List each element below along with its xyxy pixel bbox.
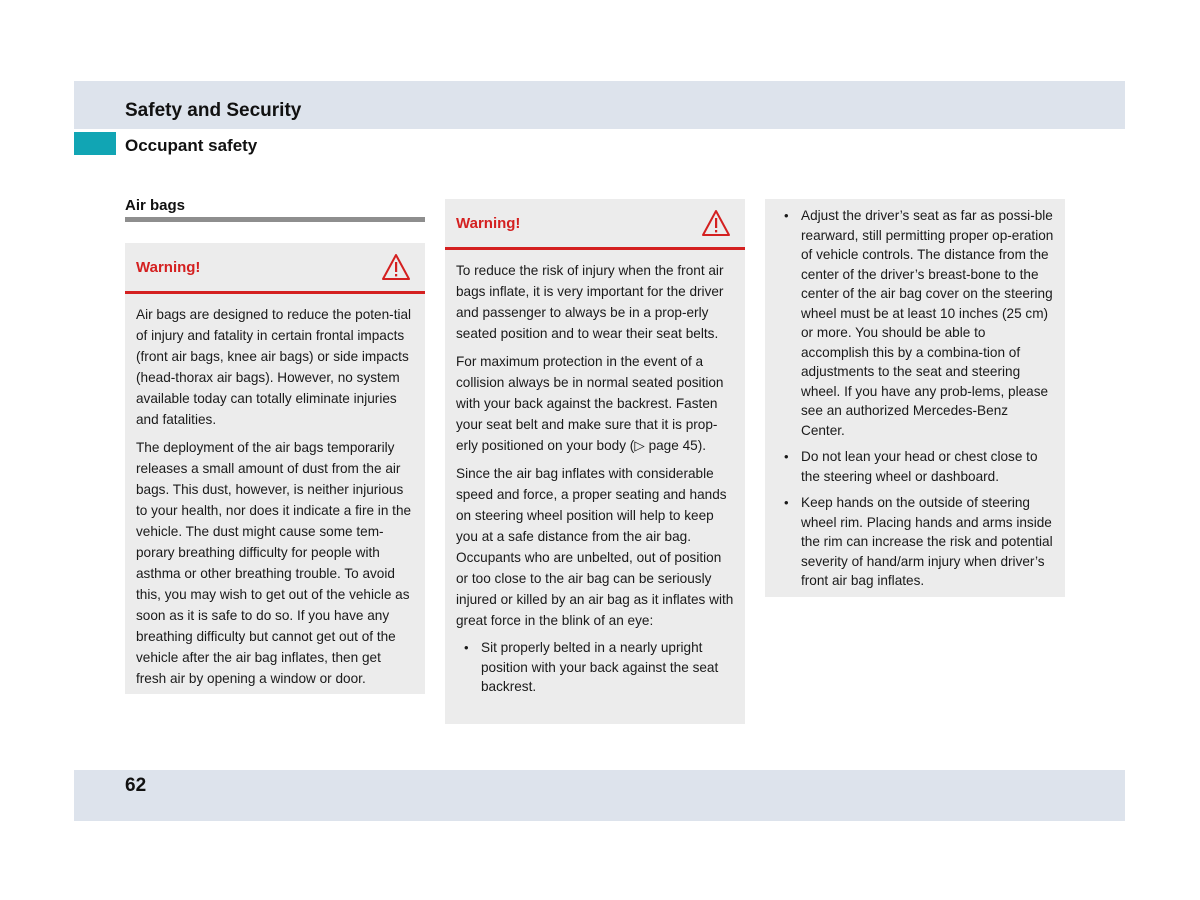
paragraph: For maximum protection in the event of a collision always be in normal seated position with your back against the backrest. Fasten your seat belt and make sure that it is prop-erly positioned on your body (▷ page 45). (456, 354, 724, 453)
list-item (776, 493, 1055, 591)
chapter-title: Safety and Security (125, 100, 302, 121)
section-tab-marker (74, 132, 116, 155)
warning-box-left (125, 243, 425, 694)
list-item (776, 206, 1055, 440)
list-item-text: Do not lean your head or chest close to the steering wheel or dashboard. (801, 449, 1038, 484)
bullet-list (776, 206, 1055, 591)
air-bags-heading: Air bags (125, 197, 186, 214)
instruction-box-right (765, 199, 1065, 597)
bullet-icon: • (784, 495, 789, 510)
warning-title: Warning! (136, 259, 201, 276)
bullet-icon: • (784, 208, 789, 223)
paragraph: The deployment of the air bags temporarily releases a small amount of dust from the air bags. This dust, however, is neither injurious to your health, nor does it indicate a fire in the vehicle. The dust might cause some tem-porary breathing difficulty for people with asthma or other breathing trouble. To avoid this, you may wish to get out of the vehicle as soon as it is safe to do so. If you have any breathing difficulty but cannot get out of the vehicle after the air bag inflates, then get fresh air by opening a window or door. (136, 440, 412, 686)
list-item (456, 638, 734, 697)
list-item (776, 447, 1055, 486)
list-item-text: Sit properly belted in a nearly upright position with your back against the seat backrest. (481, 640, 719, 694)
list-item-text: Keep hands on the outside of steering wheel rim. Placing hands and arms inside the rim can increase the risk and potential severity of hand/arm injury when driver’s front air bag inflates. (801, 495, 1053, 588)
list-item-text: Adjust the driver’s seat as far as possi-ble rearward, still permitting proper op-eration of vehicle controls. The distance from the center of the driver’s breast-bone to the center of the air bag cover on the steering wheel must be at least 10 inches (25 cm) or more. You should be able to accomplish this by a combina-tion of adjustments to the seat and steering wheel. If you have any prob-lems, please see an authorized Mercedes-Benz Center. (801, 208, 1054, 438)
paragraph: To reduce the risk of injury when the front air bags inflate, it is very important for the driver and passenger to always be in a prop-erly seated position and to wear their seat belts. (456, 263, 724, 341)
warning-header (445, 199, 745, 250)
paragraph: Air bags are designed to reduce the poten-tial of injury and fatality in certain frontal impacts (front air bags, knee air bags) or side impacts (head-thorax air bags). However, no system available today can totally eliminate injuries and fatalities. (136, 307, 412, 427)
warning-body (445, 250, 745, 714)
bullet-icon: • (784, 449, 789, 464)
footer-band (74, 770, 1125, 821)
warning-title: Warning! (456, 215, 521, 232)
bullet-icon: • (464, 640, 469, 655)
page-number: 62 (125, 775, 147, 796)
warning-triangle-icon (701, 209, 731, 237)
bullet-list (456, 638, 734, 697)
heading-rule (125, 217, 425, 222)
warning-triangle-icon (381, 253, 411, 281)
warning-header (125, 243, 425, 294)
paragraph: Since the air bag inflates with considerable speed and force, a proper seating and hands on steering wheel position will help to keep you at a safe distance from the air bag. Occupants who are unbelted, out of position or too close to the air bag can be seriously injured or killed by an air bag as it inflates with great force in the blink of an eye: (456, 466, 734, 628)
section-title: Occupant safety (125, 136, 258, 155)
warning-body (125, 294, 425, 706)
warning-box-middle (445, 199, 745, 724)
